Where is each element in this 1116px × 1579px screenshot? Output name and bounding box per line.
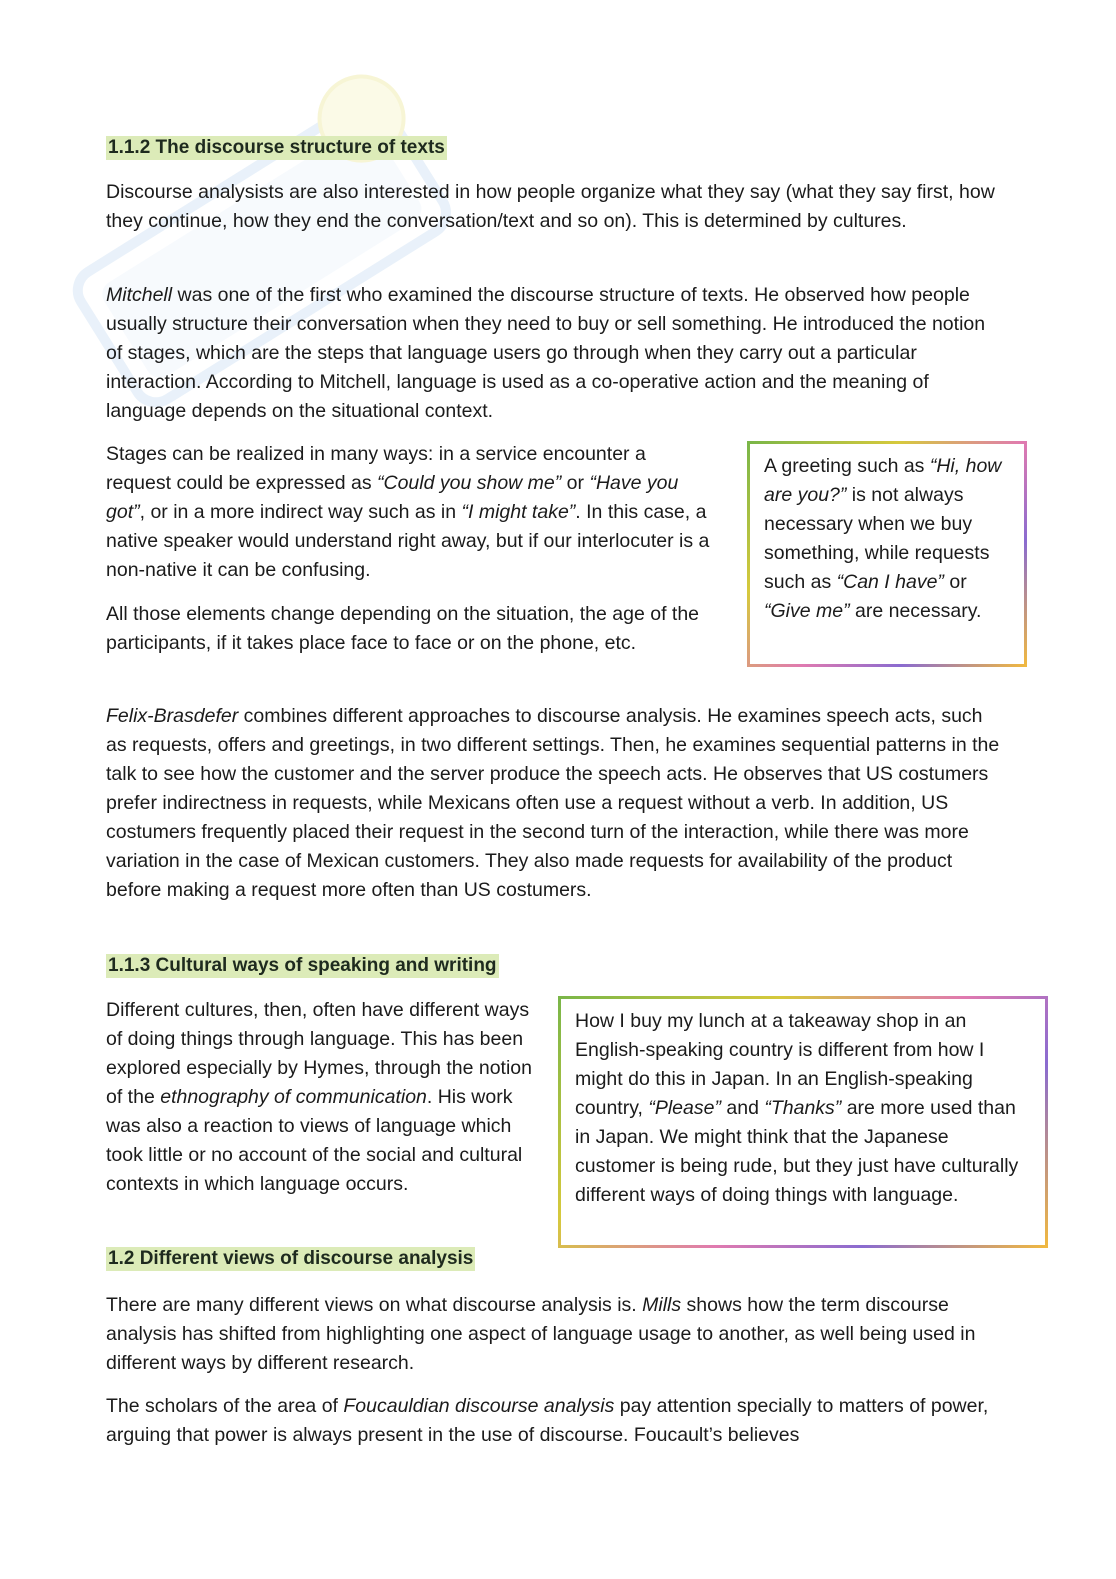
paragraph-mills bbox=[106, 1291, 1006, 1378]
paragraph-organization: Discourse analysists are also interested in how people organize what they say (what they say first, how they continue, how they end the conversation/text and so on). This is determined by cultures. bbox=[106, 181, 995, 232]
felix-text: combines different approaches to discourse analysis. He examines speech acts, such as requests, offers and greetings, in two different settings. Then, he examines sequential patterns in the talk to see how the customer and the server produce the speech acts. He observes that US costumers prefer indirectness in requests, while Mexicans often use a request without a verb. In addition, US costumers frequently placed their request in the second turn of the interaction, while there was more variation in the case of Mexican customers. They also made requests for availability of the product before making a request more often than US costumers. bbox=[106, 705, 1000, 901]
sidebox-takeaway bbox=[558, 996, 1048, 1248]
quote-i-might-take: “I might take” bbox=[461, 501, 576, 523]
mills-text-a: There are many different views on what discourse analysis is. bbox=[106, 1294, 643, 1316]
stages-text-c: , or in a more indirect way such as in bbox=[139, 501, 462, 523]
hymes-text-a: Different cultures, then, often have different ways of doing things through language. This has been explored especially by Hymes, through the notion of the bbox=[106, 999, 532, 1108]
paragraph-foucault bbox=[106, 1392, 1006, 1450]
box2-text-a: How I buy my lunch at a takeaway shop in an English-speaking country is different from how I might do this in Japan. In an English-speaking country, bbox=[575, 1010, 985, 1119]
quote-have-you-got: “Have you got” bbox=[106, 472, 679, 523]
heading-cultural-ways: 1.1.3 Cultural ways of speaking and writing bbox=[108, 955, 497, 976]
paragraph-stages bbox=[106, 440, 716, 585]
quote-could-you-show-me: “Could you show me” bbox=[377, 472, 562, 494]
quote-please: “Please” bbox=[648, 1097, 721, 1119]
paragraph-hymes bbox=[106, 996, 544, 1199]
paragraph-felix-brasdefer bbox=[106, 702, 1006, 905]
author-felix-brasdefer: Felix-Brasdefer bbox=[106, 705, 239, 727]
foucault-text-a: The scholars of the area of bbox=[106, 1395, 344, 1417]
box2-text-c: are more used than in Japan. We might think that the Japanese customer is being rude, but they just have culturally different ways of doing things with language. bbox=[575, 1097, 1019, 1206]
quote-can-i-have: “Can I have” bbox=[836, 571, 944, 593]
author-mills: Mills bbox=[642, 1294, 682, 1316]
heading-different-views: 1.2 Different views of discourse analysis bbox=[108, 1248, 474, 1269]
stages-text-b: or bbox=[561, 472, 590, 494]
quote-give-me: “Give me” bbox=[764, 600, 850, 622]
sidebox-greeting bbox=[747, 441, 1027, 667]
hymes-text-b: . His work was also a reaction to views of language which took little or no account of the social and cultural contexts in which language occurs. bbox=[106, 1086, 523, 1195]
mills-text-b: shows how the term discourse analysis has shifted from highlighting one aspect of language usage to another, as well being used in different ways by different research. bbox=[106, 1294, 976, 1374]
term-ethnography: ethnography of communication bbox=[160, 1086, 427, 1108]
quote-thanks: “Thanks” bbox=[764, 1097, 842, 1119]
stages-text-d: . In this case, a native speaker would understand right away, but if our interlocuter is a non-native it can be confusing. bbox=[106, 501, 710, 581]
box1-text-b: is not always necessary when we buy something, while requests such as bbox=[764, 484, 990, 593]
heading-discourse-structure: 1.1.2 The discourse structure of texts bbox=[108, 137, 445, 158]
paragraph-elements: All those elements change depending on the situation, the age of the participants, if it takes place face to face or on the phone, etc. bbox=[106, 603, 700, 654]
author-mitchell: Mitchell bbox=[106, 284, 173, 306]
paragraph-mitchell bbox=[106, 281, 996, 426]
mitchell-text: was one of the first who examined the discourse structure of texts. He observed how people usually structure their conversation when they need to buy or sell something. He introduced the notion of stages, which are the steps that language users go through when they carry out a particular interaction. According to Mitchell, language is used as a co-operative action and the meaning of language depends on the situational context. bbox=[106, 284, 986, 422]
box1-text-c: or bbox=[943, 571, 967, 593]
box1-text-a: A greeting such as bbox=[764, 455, 930, 477]
term-foucauldian: Foucauldian discourse analysis bbox=[343, 1395, 615, 1417]
box2-text-b: and bbox=[720, 1097, 765, 1119]
stages-text-a: Stages can be realized in many ways: in a service encounter a request could be expressed as bbox=[106, 443, 646, 494]
foucault-text-b: pay attention specially to matters of power, arguing that power is always present in the use of discourse. Foucault’s believes bbox=[106, 1395, 989, 1446]
quote-hi-how-are-you: “Hi, how are you?” bbox=[764, 455, 1002, 506]
box1-text-d: are necessary. bbox=[849, 600, 982, 622]
